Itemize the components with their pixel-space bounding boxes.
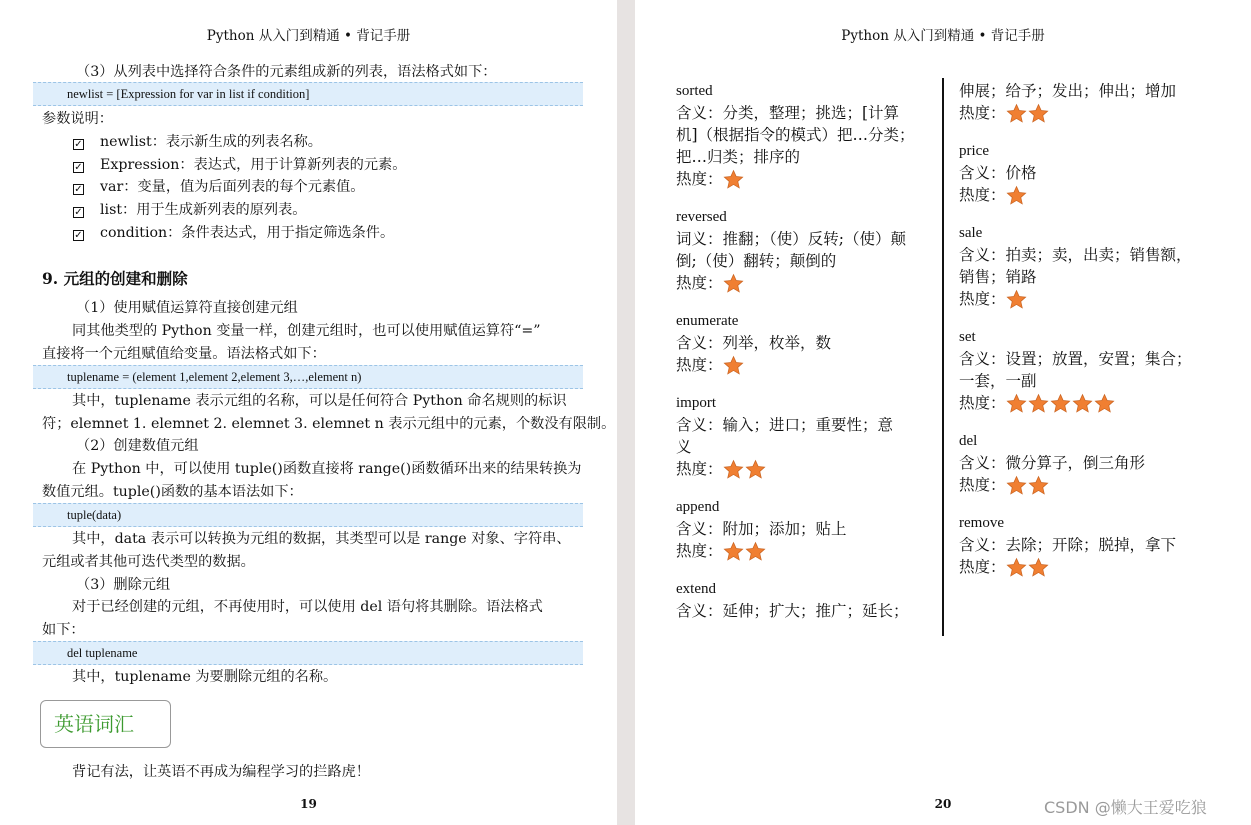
vocab-meaning: 含义：去除；开除；脱掉，拿下	[959, 536, 1177, 554]
star-rating	[1006, 557, 1050, 578]
vocab-meaning: 含义：分类，整理；挑选；[计算	[676, 104, 900, 122]
vocab-meaning: 伸展；给予；发出；伸出；增加	[959, 82, 1177, 100]
star-icon	[723, 459, 744, 480]
heat-rating	[959, 184, 1209, 207]
paragraph-line: 直接将一个元组赋值给变量。语法格式如下：	[42, 346, 326, 362]
page-number: 20	[934, 797, 952, 811]
vocab-word: enumerate	[676, 313, 739, 329]
star-icon	[1050, 393, 1071, 414]
star-icon	[1028, 103, 1049, 124]
star-icon	[723, 355, 744, 376]
vocab-meaning: 含义：延伸；扩大；推广；延长；	[676, 602, 909, 620]
page-header: Python 从入门到精通 • 背记手册	[841, 28, 1045, 44]
star-icon	[1028, 557, 1049, 578]
star-rating	[723, 541, 767, 562]
paragraph-line: 同其他类型的 Python 变量一样，创建元组时，也可以使用赋值运算符“=”	[72, 323, 541, 339]
vocab-word: extend	[676, 581, 716, 597]
checkbox-icon: ✓	[74, 139, 83, 150]
vocab-word: import	[676, 395, 716, 411]
vocab-meaning: 词义：推翻；（使）反转;（使）颠	[676, 230, 906, 248]
vocab-word: set	[959, 329, 976, 345]
watermark: CSDN @懒大王爱吃狼	[1044, 798, 1207, 817]
checkbox-icon: ✓	[74, 162, 83, 173]
star-rating	[723, 273, 745, 294]
subsection-title: （3）删除元组	[76, 577, 171, 593]
paragraph-line: 其中，tuplename 表示元组的名称，可以是任何符合 Python 命名规则的标识	[72, 393, 567, 409]
star-icon	[1006, 289, 1027, 310]
vocab-entry	[959, 326, 1209, 415]
star-rating	[1006, 289, 1028, 310]
heat-label: 热度：	[959, 558, 1006, 576]
subsection-title: （2）创建数值元组	[76, 438, 199, 454]
vocab-word: sale	[959, 225, 983, 241]
page-header: Python 从入门到精通 • 背记手册	[206, 28, 411, 44]
vocab-entry	[959, 430, 1209, 497]
subsection-title: （1）使用赋值运算符直接创建元组	[76, 300, 298, 316]
heat-rating	[959, 102, 1209, 125]
vocab-word: remove	[959, 515, 1004, 531]
star-rating	[723, 169, 745, 190]
column-divider	[942, 78, 944, 636]
page-number: 19	[300, 797, 317, 811]
code-block-newlist: newlist = [Expression for var in list if condition]	[33, 82, 583, 106]
vocab-entry	[959, 140, 1209, 207]
vocab-meaning: 倒;（使）翻转；颠倒的	[676, 252, 837, 270]
star-rating	[723, 459, 767, 480]
left-page	[0, 0, 617, 825]
param-item: ✓ Expression：表达式，用于计算新列表的元素。	[74, 157, 407, 173]
heat-label: 热度：	[959, 104, 1006, 122]
star-rating	[1006, 393, 1116, 414]
heat-rating	[676, 354, 938, 377]
vocab-meaning: 机]（根据指令的模式）把…分类；	[676, 126, 915, 144]
star-icon	[745, 459, 766, 480]
vocab-box	[40, 700, 171, 748]
paragraph-line: 对于已经创建的元组，不再使用时，可以使用 del 语句将其删除。语法格式	[72, 599, 543, 615]
vocab-meaning: 含义：微分算子，倒三角形	[959, 454, 1146, 472]
checkbox-icon: ✓	[74, 184, 83, 195]
vocab-box-label: 英语词汇	[54, 712, 134, 736]
vocab-entry	[676, 206, 938, 295]
heat-label: 热度：	[676, 542, 723, 560]
star-icon	[1028, 475, 1049, 496]
heat-label: 热度：	[676, 274, 723, 292]
heat-label: 热度：	[959, 476, 1006, 494]
vocab-entry	[959, 512, 1209, 579]
heat-label: 热度：	[676, 460, 723, 478]
paragraph-line: 数值元组。tuple()函数的基本语法如下：	[42, 484, 303, 500]
heat-rating	[676, 540, 938, 563]
vocab-meaning: 把…归类；排序的	[676, 148, 801, 166]
star-icon	[723, 273, 744, 294]
star-icon	[1006, 557, 1027, 578]
star-rating	[1006, 103, 1050, 124]
star-icon	[1072, 393, 1093, 414]
vocab-entry	[676, 310, 938, 377]
code-block-del: del tuplename	[33, 641, 583, 665]
params-label: 参数说明：	[42, 111, 113, 127]
param-item: ✓ var：变量，值为后面列表的每个元素值。	[74, 179, 365, 195]
tagline: 背记有法，让英语不再成为编程学习的拦路虎！	[72, 764, 370, 780]
star-rating	[1006, 475, 1050, 496]
vocab-word: price	[959, 143, 989, 159]
heat-rating	[959, 474, 1209, 497]
checkbox-icon: ✓	[74, 207, 83, 218]
paragraph-line: 其中，tuplename 为要删除元组的名称。	[72, 669, 338, 685]
vocab-meaning: 含义：列举，枚举，数	[676, 334, 832, 352]
vocab-meaning: 含义：设置；放置，安置；集合；	[959, 350, 1192, 368]
heat-rating	[676, 272, 938, 295]
vocab-entry	[676, 392, 938, 481]
paragraph-line: 如下：	[42, 622, 85, 638]
heat-rating	[959, 556, 1209, 579]
param-item: ✓ newlist：表示新生成的列表名称。	[74, 134, 322, 150]
heat-label: 热度：	[959, 290, 1006, 308]
section-heading: 9. 元组的创建和删除	[42, 269, 188, 288]
vocab-entry	[959, 80, 1209, 125]
heat-rating	[959, 392, 1209, 415]
heat-rating	[676, 458, 938, 481]
paragraph-line: 元组或者其他可迭代类型的数据。	[42, 554, 255, 570]
paragraph-line: 在 Python 中，可以使用 tuple()函数直接将 range()函数循环出来的结果转换为	[72, 461, 582, 477]
star-icon	[745, 541, 766, 562]
star-icon	[1006, 393, 1027, 414]
vocab-column-left	[676, 80, 938, 637]
star-icon	[1094, 393, 1115, 414]
star-icon	[1006, 475, 1027, 496]
star-icon	[1006, 103, 1027, 124]
code-block-tuplename: tuplename = (element 1,element 2,element 3,…,element n)	[33, 365, 583, 389]
checkbox-icon: ✓	[74, 230, 83, 241]
paragraph-line: 符；elemnet 1. elemnet 2. elemnet 3. elemnet n 表示元组中的元素，个数没有限制。	[42, 416, 616, 432]
param-item: ✓ condition：条件表达式，用于指定筛选条件。	[74, 225, 395, 241]
vocab-meaning: 含义：价格	[959, 164, 1037, 182]
heat-rating	[676, 168, 938, 191]
paragraph-line: 其中，data 表示可以转换为元组的数据，其类型可以是 range 对象、字符串、	[72, 531, 571, 547]
vocab-word: append	[676, 499, 720, 515]
heat-label: 热度：	[676, 356, 723, 374]
heat-rating	[959, 288, 1209, 311]
vocab-word: reversed	[676, 209, 727, 225]
right-page	[635, 0, 1251, 825]
vocab-entry	[676, 80, 938, 191]
heat-label: 热度：	[676, 170, 723, 188]
star-icon	[1006, 185, 1027, 206]
vocab-word: del	[959, 433, 978, 449]
vocab-meaning: 义	[676, 438, 692, 456]
list-comprehension-intro: （3）从列表中选择符合条件的元素组成新的列表，语法格式如下：	[76, 64, 497, 80]
vocab-entry	[959, 222, 1209, 311]
vocab-entry	[676, 578, 938, 622]
vocab-meaning: 销售；销路	[959, 268, 1037, 286]
vocab-word: sorted	[676, 83, 713, 99]
star-icon	[723, 541, 744, 562]
vocab-meaning: 含义：输入；进口；重要性；意	[676, 416, 894, 434]
heat-label: 热度：	[959, 394, 1006, 412]
code-block-tuple: tuple(data)	[33, 503, 583, 527]
vocab-meaning: 含义：附加；添加；贴上	[676, 520, 847, 538]
star-rating	[1006, 185, 1028, 206]
vocab-meaning: 一套，一副	[959, 372, 1037, 390]
star-rating	[723, 355, 745, 376]
heat-label: 热度：	[959, 186, 1006, 204]
star-icon	[723, 169, 744, 190]
vocab-column-right	[959, 80, 1209, 594]
vocab-meaning: 含义：拍卖；卖，出卖；销售额，	[959, 246, 1192, 264]
vocab-entry	[676, 496, 938, 563]
star-icon	[1028, 393, 1049, 414]
param-item: ✓ list：用于生成新列表的原列表。	[74, 202, 307, 218]
